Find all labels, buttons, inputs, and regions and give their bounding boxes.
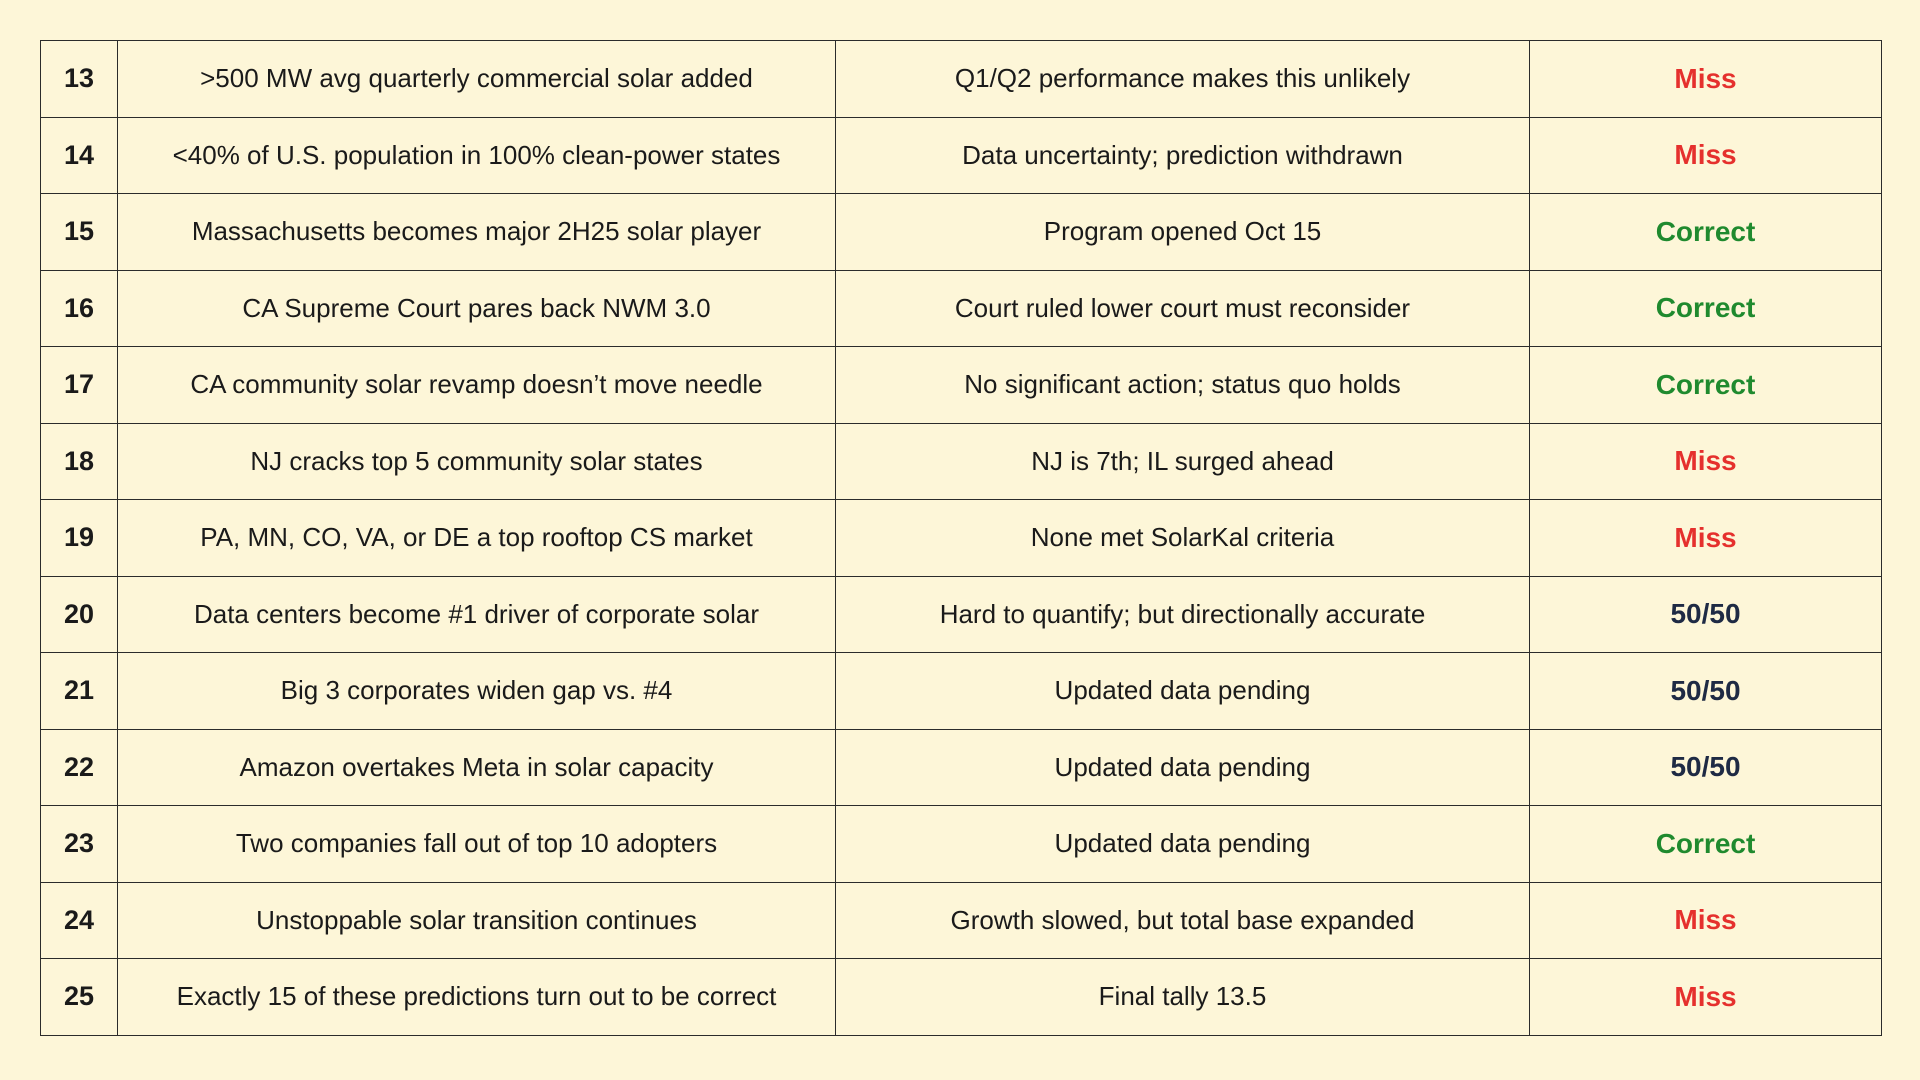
evidence-text: Q1/Q2 performance makes this unlikely [836, 41, 1530, 118]
evidence-text: Updated data pending [836, 653, 1530, 730]
table-row [41, 806, 1882, 883]
evidence-text: Court ruled lower court must reconsider [836, 270, 1530, 347]
evidence-text: Hard to quantify; but directionally accurate [836, 576, 1530, 653]
prediction-number: 22 [41, 729, 118, 806]
result-badge: 50/50 [1530, 729, 1882, 806]
table-row [41, 959, 1882, 1036]
prediction-number: 23 [41, 806, 118, 883]
prediction-number: 20 [41, 576, 118, 653]
evidence-text: No significant action; status quo holds [836, 347, 1530, 424]
prediction-text: >500 MW avg quarterly commercial solar added [118, 41, 836, 118]
result-badge: Correct [1530, 806, 1882, 883]
prediction-text: NJ cracks top 5 community solar states [118, 423, 836, 500]
prediction-number: 13 [41, 41, 118, 118]
evidence-text: Growth slowed, but total base expanded [836, 882, 1530, 959]
result-badge: Correct [1530, 194, 1882, 271]
table-row [41, 194, 1882, 271]
result-badge: Miss [1530, 117, 1882, 194]
prediction-number: 24 [41, 882, 118, 959]
result-badge: Correct [1530, 347, 1882, 424]
result-badge: Miss [1530, 959, 1882, 1036]
table-row [41, 41, 1882, 118]
table-row [41, 653, 1882, 730]
evidence-text: Updated data pending [836, 806, 1530, 883]
predictions-table [40, 40, 1882, 1036]
prediction-number: 17 [41, 347, 118, 424]
table-row [41, 270, 1882, 347]
prediction-text: PA, MN, CO, VA, or DE a top rooftop CS market [118, 500, 836, 577]
prediction-text: Big 3 corporates widen gap vs. #4 [118, 653, 836, 730]
evidence-text: None met SolarKal criteria [836, 500, 1530, 577]
result-badge: 50/50 [1530, 576, 1882, 653]
prediction-number: 14 [41, 117, 118, 194]
prediction-number: 19 [41, 500, 118, 577]
result-badge: Correct [1530, 270, 1882, 347]
table-row [41, 500, 1882, 577]
prediction-text: CA Supreme Court pares back NWM 3.0 [118, 270, 836, 347]
table-row [41, 729, 1882, 806]
prediction-number: 21 [41, 653, 118, 730]
prediction-text: CA community solar revamp doesn’t move needle [118, 347, 836, 424]
result-badge: Miss [1530, 41, 1882, 118]
prediction-text: Unstoppable solar transition continues [118, 882, 836, 959]
evidence-text: Data uncertainty; prediction withdrawn [836, 117, 1530, 194]
evidence-text: Final tally 13.5 [836, 959, 1530, 1036]
result-badge: Miss [1530, 500, 1882, 577]
result-badge: Miss [1530, 423, 1882, 500]
prediction-text: Exactly 15 of these predictions turn out to be correct [118, 959, 836, 1036]
prediction-text: Amazon overtakes Meta in solar capacity [118, 729, 836, 806]
result-badge: Miss [1530, 882, 1882, 959]
table-row [41, 347, 1882, 424]
table-row [41, 882, 1882, 959]
prediction-number: 15 [41, 194, 118, 271]
evidence-text: Program opened Oct 15 [836, 194, 1530, 271]
prediction-text: Massachusetts becomes major 2H25 solar player [118, 194, 836, 271]
prediction-number: 18 [41, 423, 118, 500]
table-row [41, 117, 1882, 194]
prediction-text: Data centers become #1 driver of corporate solar [118, 576, 836, 653]
prediction-number: 25 [41, 959, 118, 1036]
result-badge: 50/50 [1530, 653, 1882, 730]
evidence-text: Updated data pending [836, 729, 1530, 806]
prediction-text: Two companies fall out of top 10 adopters [118, 806, 836, 883]
prediction-number: 16 [41, 270, 118, 347]
table-row [41, 576, 1882, 653]
table-row [41, 423, 1882, 500]
prediction-text: <40% of U.S. population in 100% clean-power states [118, 117, 836, 194]
evidence-text: NJ is 7th; IL surged ahead [836, 423, 1530, 500]
